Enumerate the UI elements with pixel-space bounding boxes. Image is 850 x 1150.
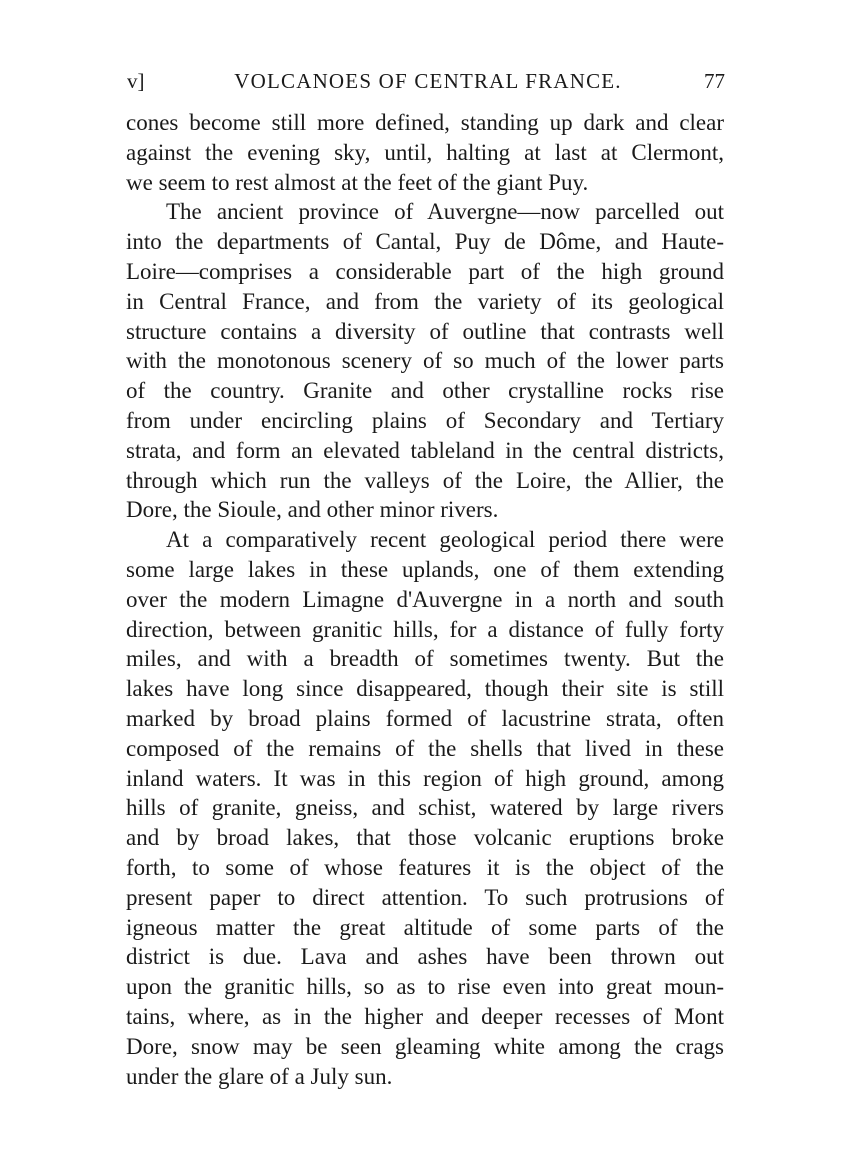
text-line: Loire—comprises a considerable part of the high ground <box>126 258 724 284</box>
text-line: district is due. Lava and ashes have been thrown out <box>126 944 724 970</box>
text-line: through which run the valleys of the Loire, the Allier, the <box>126 467 724 493</box>
text-line: and by broad lakes, that those volcanic eruptions broke <box>126 825 724 851</box>
text-line: tains, where, as in the higher and deeper recesses of Mont <box>126 1003 724 1029</box>
text-line: composed of the remains of the shells that lived in these <box>126 735 724 761</box>
text-line: Dore, snow may be seen gleaming white among the crags <box>126 1033 724 1059</box>
running-title: VOLCANOES OF CENTRAL FRANCE. <box>234 69 622 93</box>
text-line: The ancient province of Auvergne—now parcelled out <box>166 199 724 225</box>
chapter-marker: v] <box>127 69 145 93</box>
text-line: against the evening sky, until, halting at last at Clermont, <box>126 139 724 165</box>
paragraph-2 <box>126 197 724 525</box>
text-line: of the country. Granite and other crystalline rocks rise <box>126 378 724 404</box>
text-line: under the glare of a July sun. <box>126 1063 393 1089</box>
text-line: inland waters. It was in this region of high ground, among <box>126 765 724 791</box>
text-line: miles, and with a breadth of sometimes twenty. But the <box>126 646 724 672</box>
text-line: present paper to direct attention. To such protrusions of <box>126 884 724 910</box>
page-number: 77 <box>704 69 725 93</box>
paragraph-1 <box>126 108 724 197</box>
text-line: hills of granite, gneiss, and schist, watered by large rivers <box>126 795 724 821</box>
running-head <box>127 64 725 98</box>
text-line: over the modern Limagne d'Auvergne in a north and south <box>126 586 724 612</box>
text-line: marked by broad plains formed of lacustrine strata, often <box>126 705 724 731</box>
text-line: At a comparatively recent geological period there were <box>166 527 724 553</box>
text-line: with the monotonous scenery of so much of the lower parts <box>126 348 724 374</box>
text-line: some large lakes in these uplands, one of them extending <box>126 556 724 582</box>
text-line: into the departments of Cantal, Puy de Dôme, and Haute- <box>126 229 724 255</box>
text-line: igneous matter the great altitude of some parts of the <box>126 914 724 940</box>
text-line: lakes have long since disappeared, though their site is still <box>126 676 724 702</box>
text-line: from under encircling plains of Secondary and Tertiary <box>126 407 724 433</box>
text-line: forth, to some of whose features it is the object of the <box>126 854 724 880</box>
text-line: upon the granitic hills, so as to rise even into great moun- <box>126 974 724 1000</box>
text-line: cones become still more defined, standing up dark and clear <box>126 110 724 135</box>
text-line: we seem to rest almost at the feet of the giant Puy. <box>126 169 589 195</box>
body-text <box>126 108 724 1091</box>
paragraph-3 <box>126 525 724 1091</box>
text-line: direction, between granitic hills, for a distance of fully forty <box>126 616 724 642</box>
text-line: structure contains a diversity of outline that contrasts well <box>126 318 724 344</box>
text-line: Dore, the Sioule, and other minor rivers. <box>126 497 499 523</box>
text-line: strata, and form an elevated tableland in the central districts, <box>126 437 724 463</box>
text-line: in Central France, and from the variety of its geological <box>126 288 724 314</box>
